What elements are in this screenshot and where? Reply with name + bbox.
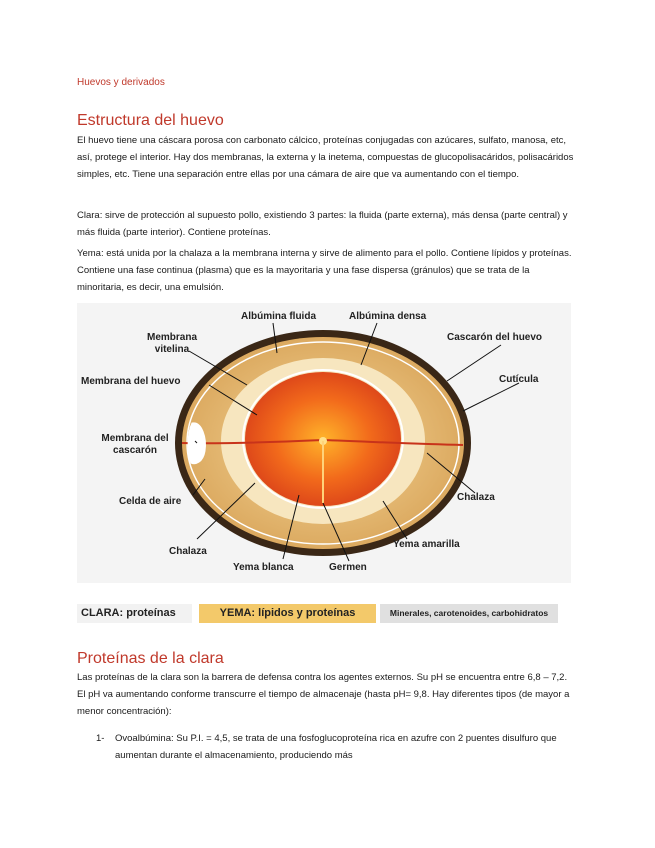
paragraph-proteinas: Las proteínas de la clara son la barrera de defensa contra los agentes externos. Su pH se encuentra entre 6,8 – 7,2. El pH va aumentando conforme transcurre el tiempo de almacenaje (hasta pH= 9,8. Hay diferentes tipos (de mayor a menor concentración): [77, 672, 570, 717]
section-title-estructura: Estructura del huevo [77, 112, 224, 129]
label-albumina-fluida: Albúmina fluida [241, 311, 316, 322]
label-cuticula: Cutícula [499, 374, 539, 385]
label-yema-amarilla: Yema amarilla [393, 539, 460, 550]
label-chalaza-right: Chalaza [457, 492, 495, 503]
document-header: Huevos y derivados [77, 77, 165, 88]
list-item-number: 1- [96, 733, 105, 744]
label-yema-blanca: Yema blanca [233, 562, 294, 573]
section-title-proteinas: Proteínas de la clara [77, 650, 224, 667]
paragraph-yema: Yema: está unida por la chalaza a la membrana interna y sirve de alimento para el pollo. Contiene lípidos y proteínas. Contiene una fase continua (plasma) que es la mayoritaria y una fase dispersa (gránulos) que se trata de la minoritaria, es decir, una emulsión. [77, 248, 572, 293]
legend-clara: CLARA: proteínas [77, 604, 192, 623]
legend-yema: YEMA: lípidos y proteínas [199, 604, 376, 623]
label-germen: Germen [329, 562, 367, 573]
legend-otros: Minerales, carotenoides, carbohidratos [380, 604, 558, 623]
label-membrana-vitelina: Membrana vitelina [146, 332, 197, 355]
label-membrana-cascaron: Membrana del cascarón [101, 433, 169, 456]
label-albumina-densa: Albúmina densa [349, 311, 427, 322]
label-chalaza-bottom: Chalaza [169, 546, 207, 557]
label-cascaron: Cascarón del huevo [447, 332, 543, 343]
paragraph-huevo: El huevo tiene una cáscara porosa con carbonato cálcico, proteínas conjugadas con azúcares, sulfato, manosa, etc, así, protege el interior. Hay dos membranas, la externa y la inetema, compuestas de glucopolisacáridos, polisacáridos simples, etc. Tiene una separación entre ellas por una cámara de aire que va aumentando con el tiempo. [77, 135, 574, 180]
label-membrana-huevo: Membrana del huevo [81, 376, 181, 387]
list-item-text: Ovoalbúmina: Su P.I. = 4,5, se trata de una fosfoglucoproteína rica en azufre con 2 puentes disulfuro que aumentan durante el almacenamiento, produciendo más [115, 733, 557, 761]
paragraph-clara: Clara: sirve de protección al supuesto pollo, existiendo 3 partes: la fluida (parte externa), más densa (parte central) y más fluida (parte interior). Contiene proteínas. [77, 210, 568, 238]
label-celda-aire: Celda de aire [119, 496, 182, 507]
egg-structure-figure [77, 303, 571, 583]
